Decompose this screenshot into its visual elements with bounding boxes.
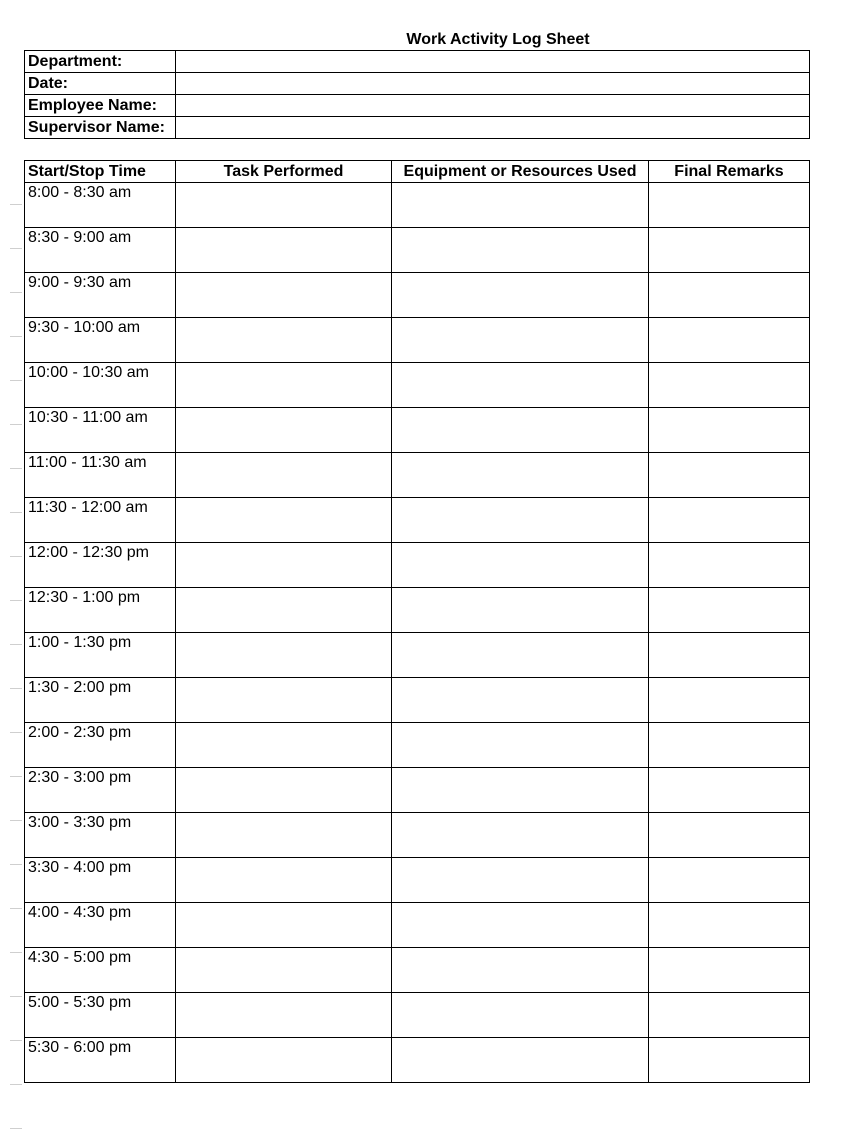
page-title: Work Activity Log Sheet xyxy=(406,31,590,48)
time-slot-cell: 9:00 - 9:30 am xyxy=(25,273,176,318)
task-cell[interactable] xyxy=(176,993,392,1038)
equipment-cell[interactable] xyxy=(392,858,649,903)
remarks-cell[interactable] xyxy=(649,633,810,678)
info-label: Employee Name: xyxy=(25,95,176,117)
equipment-cell[interactable] xyxy=(392,813,649,858)
table-row xyxy=(25,498,810,543)
remarks-cell[interactable] xyxy=(649,993,810,1038)
task-cell[interactable] xyxy=(176,363,392,408)
equipment-cell[interactable] xyxy=(392,228,649,273)
info-value-field[interactable] xyxy=(176,117,810,139)
task-cell[interactable] xyxy=(176,498,392,543)
task-cell[interactable] xyxy=(176,948,392,993)
remarks-cell[interactable] xyxy=(649,678,810,723)
remarks-cell[interactable] xyxy=(649,723,810,768)
header-task-performed: Task Performed xyxy=(176,161,392,183)
edge-marker xyxy=(10,864,22,865)
time-slot-cell: 4:30 - 5:00 pm xyxy=(25,948,176,993)
remarks-cell[interactable] xyxy=(649,273,810,318)
edge-marker xyxy=(10,952,22,953)
table-row xyxy=(25,273,810,318)
table-row xyxy=(25,633,810,678)
task-cell[interactable] xyxy=(176,453,392,498)
task-cell[interactable] xyxy=(176,273,392,318)
edge-marker xyxy=(10,600,22,601)
remarks-cell[interactable] xyxy=(649,858,810,903)
remarks-cell[interactable] xyxy=(649,363,810,408)
task-cell[interactable] xyxy=(176,183,392,228)
remarks-cell[interactable] xyxy=(649,1038,810,1083)
time-slot-cell: 5:00 - 5:30 pm xyxy=(25,993,176,1038)
table-row xyxy=(25,318,810,363)
table-row xyxy=(25,363,810,408)
equipment-cell[interactable] xyxy=(392,318,649,363)
table-row xyxy=(25,723,810,768)
equipment-cell[interactable] xyxy=(392,903,649,948)
task-cell[interactable] xyxy=(176,1038,392,1083)
time-slot-cell: 8:00 - 8:30 am xyxy=(25,183,176,228)
time-slot-cell: 12:30 - 1:00 pm xyxy=(25,588,176,633)
edge-marker xyxy=(10,732,22,733)
header-start-stop-time: Start/Stop Time xyxy=(25,161,176,183)
task-cell[interactable] xyxy=(176,543,392,588)
info-value-field[interactable] xyxy=(176,51,810,73)
edge-marker xyxy=(10,688,22,689)
edge-marker xyxy=(10,468,22,469)
edge-marker xyxy=(10,820,22,821)
remarks-cell[interactable] xyxy=(649,498,810,543)
time-slot-cell: 1:00 - 1:30 pm xyxy=(25,633,176,678)
table-row xyxy=(25,813,810,858)
time-slot-cell: 9:30 - 10:00 am xyxy=(25,318,176,363)
equipment-cell[interactable] xyxy=(392,408,649,453)
header-final-remarks: Final Remarks xyxy=(649,161,810,183)
info-row xyxy=(25,73,810,95)
time-slot-cell: 5:30 - 6:00 pm xyxy=(25,1038,176,1083)
task-cell[interactable] xyxy=(176,723,392,768)
task-cell[interactable] xyxy=(176,318,392,363)
task-cell[interactable] xyxy=(176,678,392,723)
edge-marker xyxy=(10,644,22,645)
info-row xyxy=(25,117,810,139)
time-slot-cell: 3:00 - 3:30 pm xyxy=(25,813,176,858)
time-slot-cell: 10:30 - 11:00 am xyxy=(25,408,176,453)
equipment-cell[interactable] xyxy=(392,453,649,498)
equipment-cell[interactable] xyxy=(392,543,649,588)
info-label: Date: xyxy=(25,73,176,95)
task-cell[interactable] xyxy=(176,768,392,813)
table-row xyxy=(25,903,810,948)
equipment-cell[interactable] xyxy=(392,363,649,408)
equipment-cell[interactable] xyxy=(392,183,649,228)
remarks-cell[interactable] xyxy=(649,588,810,633)
remarks-cell[interactable] xyxy=(649,408,810,453)
time-slot-cell: 10:00 - 10:30 am xyxy=(25,363,176,408)
time-slot-cell: 4:00 - 4:30 pm xyxy=(25,903,176,948)
table-row xyxy=(25,993,810,1038)
time-slot-cell: 3:30 - 4:00 pm xyxy=(25,858,176,903)
table-row xyxy=(25,543,810,588)
edge-marker xyxy=(10,204,22,205)
edge-marker xyxy=(10,424,22,425)
info-label: Department: xyxy=(25,51,176,73)
time-slot-cell: 11:00 - 11:30 am xyxy=(25,453,176,498)
task-cell[interactable] xyxy=(176,858,392,903)
log-table xyxy=(24,160,810,1083)
task-cell[interactable] xyxy=(176,633,392,678)
edge-marker xyxy=(10,512,22,513)
equipment-cell[interactable] xyxy=(392,768,649,813)
info-value-field[interactable] xyxy=(176,95,810,117)
remarks-cell[interactable] xyxy=(649,228,810,273)
edge-marker xyxy=(10,292,22,293)
task-cell[interactable] xyxy=(176,588,392,633)
time-slot-cell: 12:00 - 12:30 pm xyxy=(25,543,176,588)
time-slot-cell: 11:30 - 12:00 am xyxy=(25,498,176,543)
equipment-cell[interactable] xyxy=(392,678,649,723)
equipment-cell[interactable] xyxy=(392,993,649,1038)
equipment-cell[interactable] xyxy=(392,723,649,768)
task-cell[interactable] xyxy=(176,408,392,453)
remarks-cell[interactable] xyxy=(649,453,810,498)
edge-marker xyxy=(10,776,22,777)
table-row xyxy=(25,183,810,228)
edge-marker xyxy=(10,908,22,909)
table-row xyxy=(25,588,810,633)
table-row xyxy=(25,228,810,273)
edge-marker xyxy=(10,248,22,249)
time-slot-cell: 2:30 - 3:00 pm xyxy=(25,768,176,813)
table-row xyxy=(25,678,810,723)
equipment-cell[interactable] xyxy=(392,273,649,318)
edge-marker xyxy=(10,996,22,997)
table-row xyxy=(25,858,810,903)
equipment-cell[interactable] xyxy=(392,1038,649,1083)
info-value-field[interactable] xyxy=(176,73,810,95)
table-row xyxy=(25,1038,810,1083)
remarks-cell[interactable] xyxy=(649,948,810,993)
log-header-row xyxy=(25,161,810,183)
edge-marker xyxy=(10,336,22,337)
equipment-cell[interactable] xyxy=(392,588,649,633)
task-cell[interactable] xyxy=(176,228,392,273)
remarks-cell[interactable] xyxy=(649,903,810,948)
remarks-cell[interactable] xyxy=(649,768,810,813)
edge-marker xyxy=(10,556,22,557)
remarks-cell[interactable] xyxy=(649,183,810,228)
header-equipment-resources: Equipment or Resources Used xyxy=(392,161,649,183)
edge-marker xyxy=(10,380,22,381)
equipment-cell[interactable] xyxy=(392,633,649,678)
edge-marker xyxy=(10,1040,22,1041)
task-cell[interactable] xyxy=(176,813,392,858)
table-row xyxy=(25,453,810,498)
info-row xyxy=(25,95,810,117)
table-row xyxy=(25,768,810,813)
remarks-cell[interactable] xyxy=(649,318,810,363)
equipment-cell[interactable] xyxy=(392,498,649,543)
info-label: Supervisor Name: xyxy=(25,117,176,139)
time-slot-cell: 8:30 - 9:00 am xyxy=(25,228,176,273)
time-slot-cell: 2:00 - 2:30 pm xyxy=(25,723,176,768)
task-cell[interactable] xyxy=(176,903,392,948)
table-row xyxy=(25,408,810,453)
remarks-cell[interactable] xyxy=(649,813,810,858)
edge-marker xyxy=(10,1084,22,1085)
info-row xyxy=(25,51,810,73)
info-table xyxy=(24,50,810,139)
remarks-cell[interactable] xyxy=(649,543,810,588)
time-slot-cell: 1:30 - 2:00 pm xyxy=(25,678,176,723)
equipment-cell[interactable] xyxy=(392,948,649,993)
table-row xyxy=(25,948,810,993)
